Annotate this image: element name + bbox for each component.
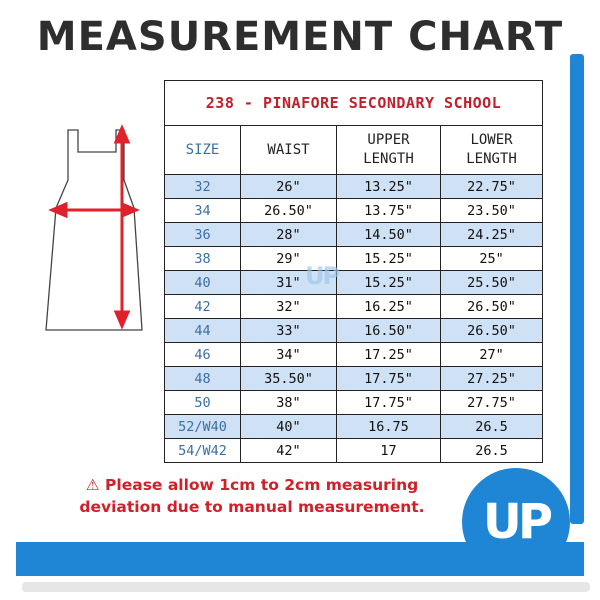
upper-length-cell: 15.25" xyxy=(337,247,441,271)
frame-shadow xyxy=(22,582,590,592)
waist-cell: 32" xyxy=(241,295,337,319)
header-row xyxy=(165,126,543,175)
frame-right-bar xyxy=(570,54,584,524)
lower-length-cell: 27.25" xyxy=(441,367,543,391)
waist-cell: 28" xyxy=(241,223,337,247)
lower-length-cell: 24.25" xyxy=(441,223,543,247)
table-row xyxy=(165,391,543,415)
waist-cell: 34" xyxy=(241,343,337,367)
note-line1: Please allow 1cm to 2cm measuring xyxy=(105,476,419,494)
lower-length-cell: 26.50" xyxy=(441,295,543,319)
size-cell: 46 xyxy=(165,343,241,367)
note-line2: deviation due to manual measurement. xyxy=(79,498,425,516)
size-cell: 54/W42 xyxy=(165,439,241,463)
size-cell: 32 xyxy=(165,175,241,199)
upper-length-cell: 16.75 xyxy=(337,415,441,439)
waist-cell: 42" xyxy=(241,439,337,463)
size-cell: 36 xyxy=(165,223,241,247)
table-row xyxy=(165,367,543,391)
waist-cell: 35.50" xyxy=(241,367,337,391)
waist-cell: 33" xyxy=(241,319,337,343)
measurement-table xyxy=(164,80,543,463)
header-size: SIZE xyxy=(165,126,241,175)
table-row xyxy=(165,175,543,199)
warning-icon: ⚠ xyxy=(85,476,100,494)
upper-length-cell: 13.25" xyxy=(337,175,441,199)
lower-length-cell: 25.50" xyxy=(441,271,543,295)
measurement-table-wrap xyxy=(164,80,542,465)
upper-length-cell: 13.75" xyxy=(337,199,441,223)
lower-length-cell: 27" xyxy=(441,343,543,367)
waist-cell: 38" xyxy=(241,391,337,415)
measurement-note xyxy=(62,474,442,518)
table-row xyxy=(165,199,543,223)
table-row xyxy=(165,439,543,463)
upper-length-cell: 17 xyxy=(337,439,441,463)
school-row xyxy=(165,81,543,126)
lower-length-cell: 26.5 xyxy=(441,415,543,439)
pinafore-diagram xyxy=(30,118,150,348)
school-name: 238 - PINAFORE SECONDARY SCHOOL xyxy=(165,81,543,126)
size-cell: 38 xyxy=(165,247,241,271)
upper-length-cell: 14.50" xyxy=(337,223,441,247)
lower-length-cell: 27.75" xyxy=(441,391,543,415)
waist-cell: 26" xyxy=(241,175,337,199)
chart-title: MEASUREMENT CHART xyxy=(36,14,564,60)
header-upper-line1: UPPER xyxy=(367,132,410,148)
table-row xyxy=(165,247,543,271)
table-row xyxy=(165,319,543,343)
size-cell: 52/W40 xyxy=(165,415,241,439)
size-cell: 48 xyxy=(165,367,241,391)
upper-length-cell: 17.75" xyxy=(337,367,441,391)
upper-length-cell: 16.25" xyxy=(337,295,441,319)
size-cell: 34 xyxy=(165,199,241,223)
header-upper-length xyxy=(337,126,441,175)
lower-length-cell: 22.75" xyxy=(441,175,543,199)
table-row xyxy=(165,343,543,367)
lower-length-cell: 26.5 xyxy=(441,439,543,463)
waist-cell: 31" xyxy=(241,271,337,295)
upper-length-cell: 17.75" xyxy=(337,391,441,415)
length-arrow xyxy=(116,128,128,326)
header-waist: WAIST xyxy=(241,126,337,175)
table-row xyxy=(165,223,543,247)
brand-logo-text: UP xyxy=(482,494,550,550)
upper-length-cell: 16.50" xyxy=(337,319,441,343)
dress-outline xyxy=(46,130,142,330)
table-row xyxy=(165,295,543,319)
lower-length-cell: 23.50" xyxy=(441,199,543,223)
upper-length-cell: 15.25" xyxy=(337,271,441,295)
header-lower-line1: LOWER xyxy=(470,132,513,148)
table-row xyxy=(165,271,543,295)
size-cell: 50 xyxy=(165,391,241,415)
waist-cell: 26.50" xyxy=(241,199,337,223)
watermark-logo: UP xyxy=(305,262,339,290)
table-row xyxy=(165,415,543,439)
header-lower-line2: LENGTH xyxy=(466,151,517,167)
waist-cell: 29" xyxy=(241,247,337,271)
header-upper-line2: LENGTH xyxy=(363,151,414,167)
size-cell: 42 xyxy=(165,295,241,319)
waist-arrow xyxy=(52,204,136,216)
header-lower-length xyxy=(441,126,543,175)
size-cell: 40 xyxy=(165,271,241,295)
lower-length-cell: 26.50" xyxy=(441,319,543,343)
brand-logo xyxy=(462,468,570,576)
waist-cell: 40" xyxy=(241,415,337,439)
size-cell: 44 xyxy=(165,319,241,343)
upper-length-cell: 17.25" xyxy=(337,343,441,367)
lower-length-cell: 25" xyxy=(441,247,543,271)
